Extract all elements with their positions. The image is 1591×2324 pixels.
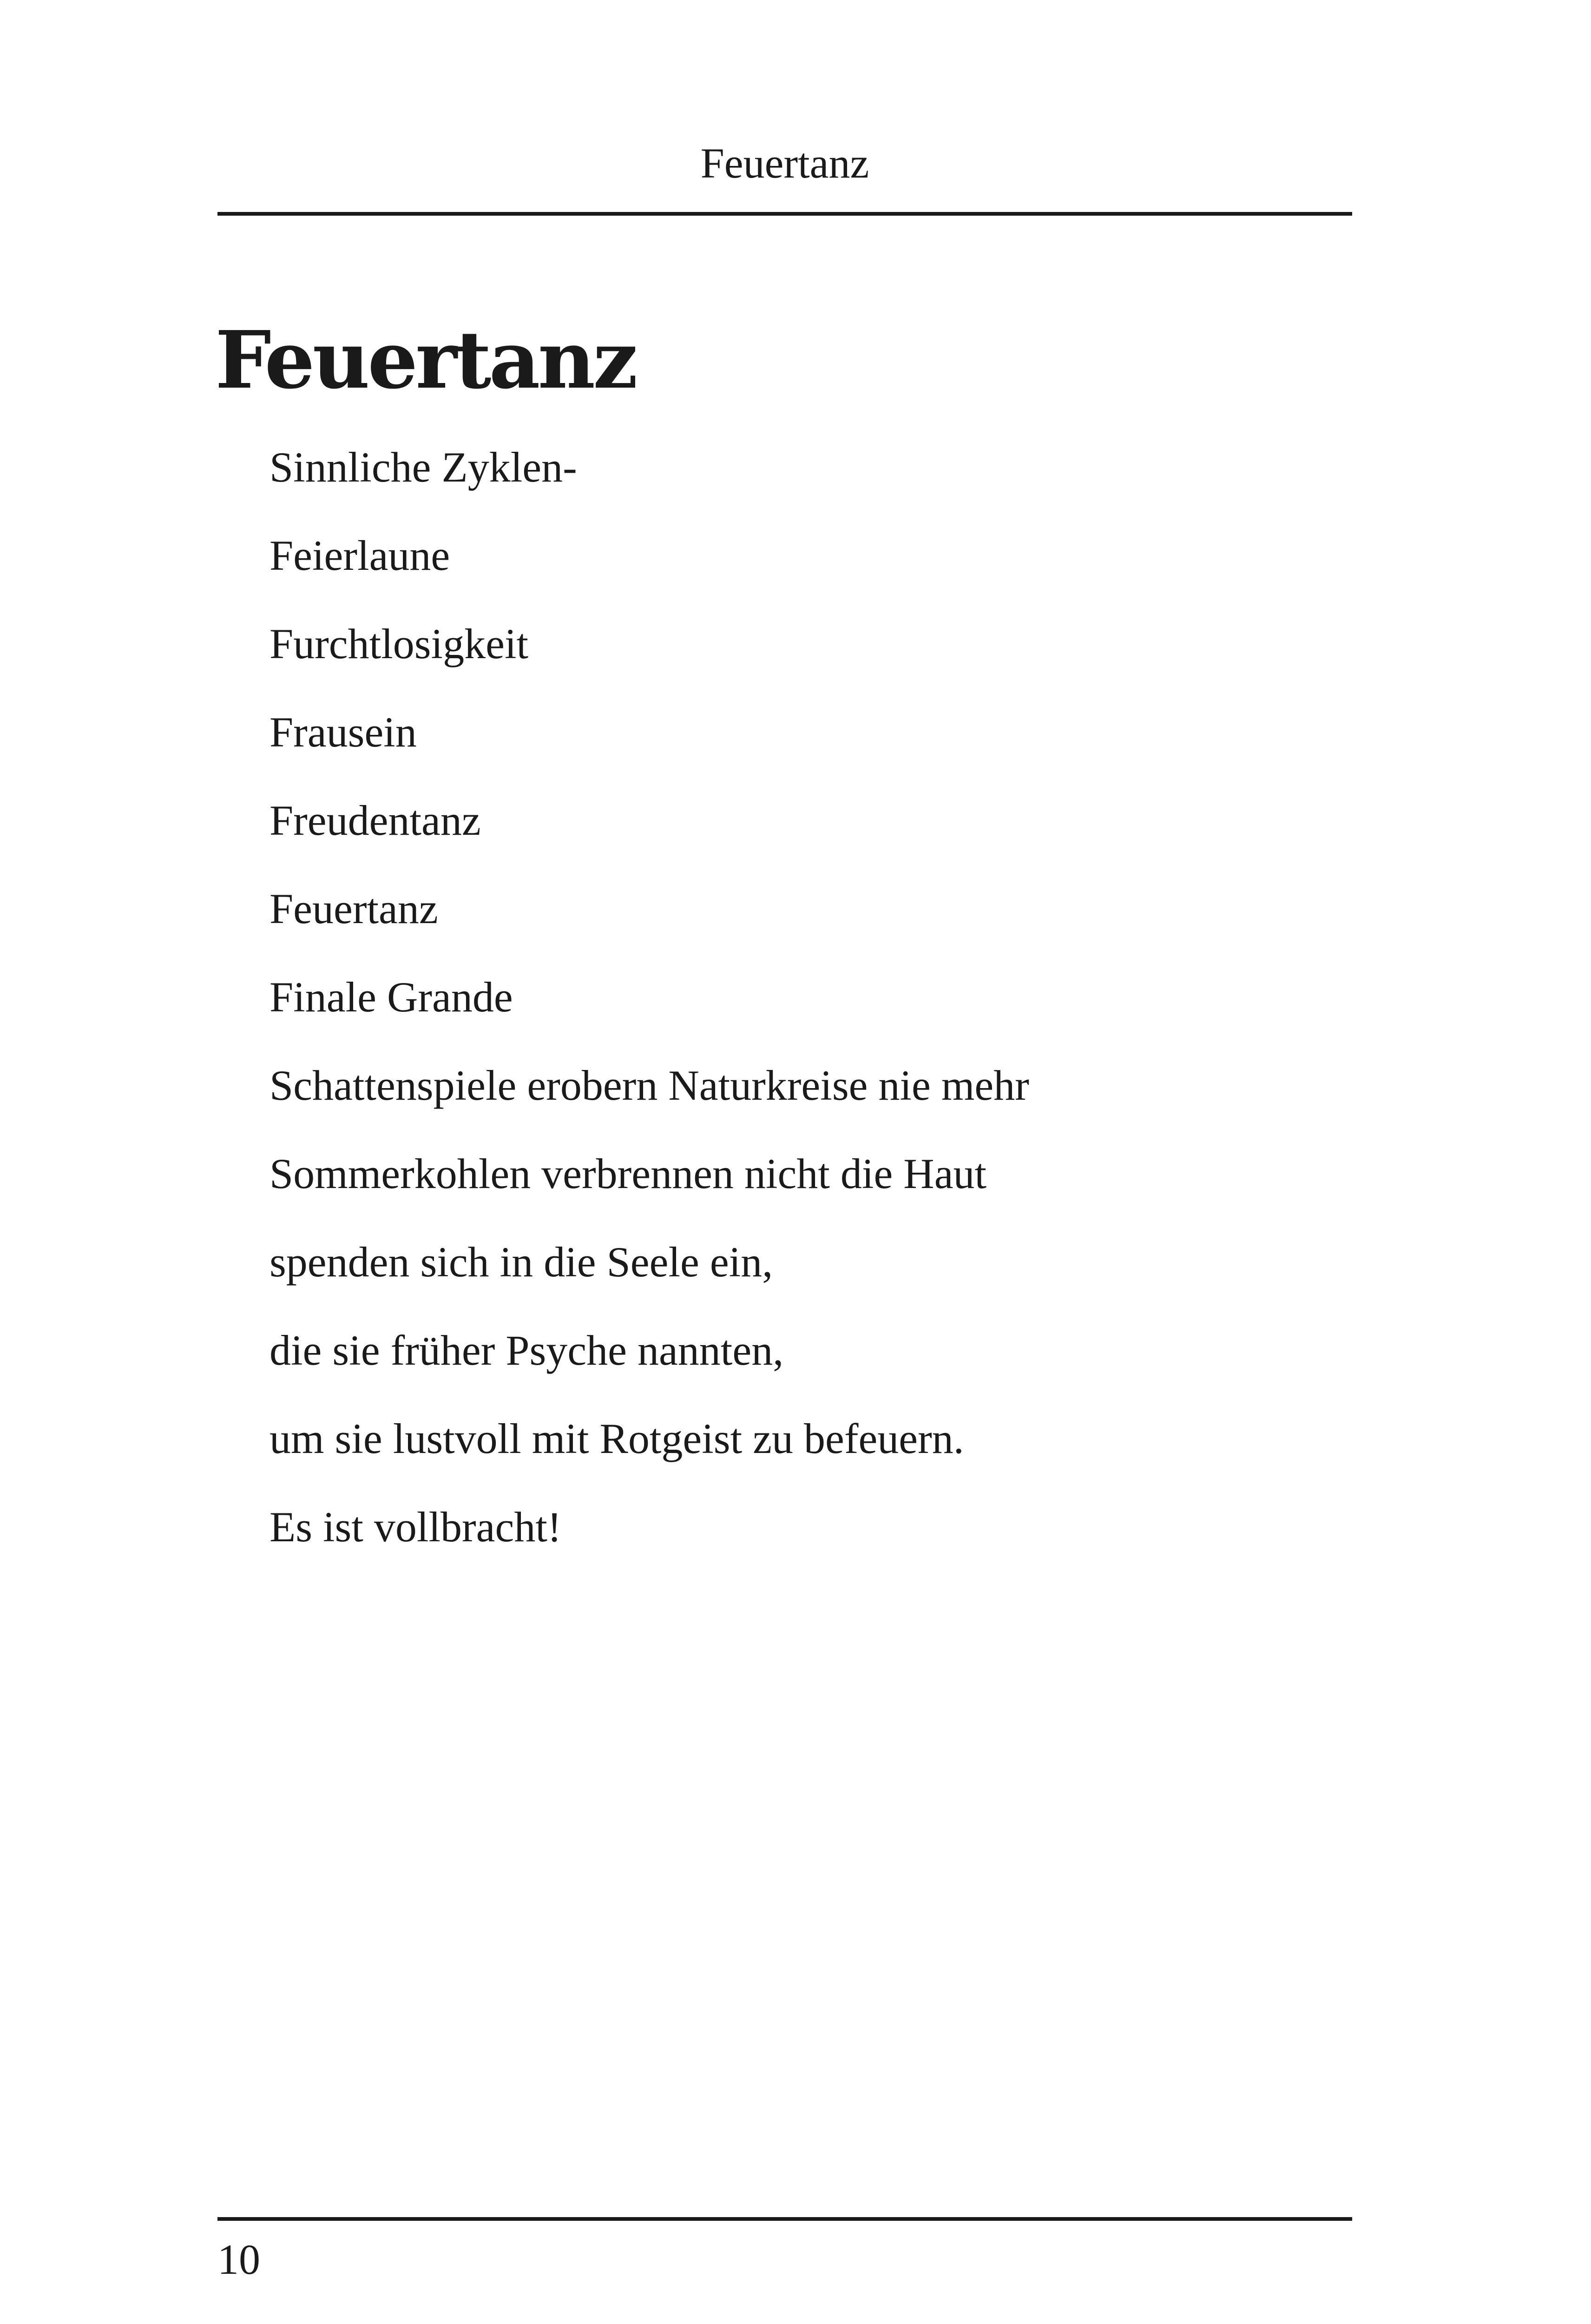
poem-title: Feuertanz — [215, 314, 636, 407]
poem-line: Furchtlosigkeit — [270, 620, 529, 667]
poem-line: die sie früher Psyche nannten, — [270, 1327, 784, 1374]
poem-line: Schattenspiele erobern Naturkreise nie mehr — [270, 1062, 1029, 1109]
poem-line: Finale Grande — [270, 973, 513, 1021]
running-header: Feuertanz — [700, 139, 869, 187]
poem-line: Es ist vollbracht! — [270, 1503, 562, 1551]
poem-line: Feuertanz — [270, 885, 438, 932]
poem-line: Freudentanz — [270, 797, 481, 844]
poem-line: Sommerkohlen verbrennen nicht die Haut — [270, 1150, 987, 1197]
poem-line: Sinnliche Zyklen- — [270, 443, 577, 491]
poem-line: um sie lustvoll mit Rotgeist zu befeuern. — [270, 1415, 964, 1462]
header-rule — [217, 212, 1352, 216]
poem-line: spenden sich in die Seele ein, — [270, 1238, 773, 1286]
page-number: 10 — [217, 2236, 260, 2283]
poem-body — [270, 442, 1029, 1590]
poem-line: Feierlaune — [270, 532, 450, 579]
poem-line: Frausein — [270, 708, 417, 756]
footer-rule — [217, 2217, 1352, 2221]
